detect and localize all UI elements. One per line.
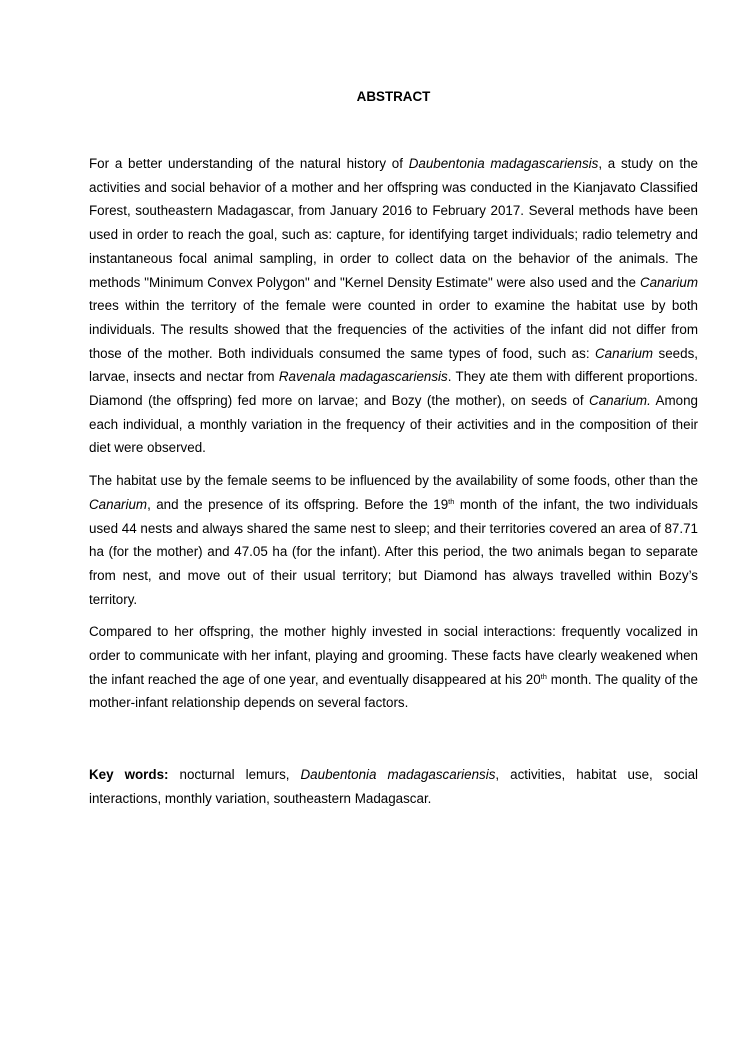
text-segment: Compared to her offspring, the mother highly invested in social interactions: frequently vocalized in order to communicate with her infant, playing and grooming. These facts have clearly weakened when the infant reached the age of one year, and eventually disappeared at his 20 xyxy=(89,624,698,687)
text-segment: The habitat use by the female seems to be influenced by the availability of some foods, other than the xyxy=(89,473,698,489)
text-segment: . They ate them with different proportions. Diamond (the offspring) fed more on larvae; and Bozy (the mother), on seeds of xyxy=(89,369,699,409)
species-name: Canarium xyxy=(89,496,148,512)
paragraph-3 xyxy=(89,620,698,715)
ordinal-suffix: th xyxy=(540,671,547,681)
text-segment: month of the infant, the two individuals used 44 nests and always shared the same nest to sleep; and their territories covered an area of 87.71 ha (for the mother) and 47.05 ha (for the infant). After this period, the two animals began to separate from nest, and move out of their usual territory; but Diamond has always travelled within Bozy’s territory. xyxy=(89,496,698,607)
ordinal-suffix: th xyxy=(448,496,455,506)
text-segment: , activities, habitat use, social interactions, monthly variation, southeastern Madagascar. xyxy=(89,767,698,806)
text-segment: nocturnal lemurs, xyxy=(168,767,301,782)
species-name: Daubentonia madagascariensis xyxy=(300,767,496,782)
species-name: Canarium xyxy=(595,345,654,361)
keywords-label: Key words: xyxy=(89,767,169,782)
abstract-body xyxy=(89,152,698,724)
page-title: ABSTRACT xyxy=(356,89,431,104)
text-segment: Among each individual, a monthly variation in the frequency of their activities and in the composition of their diet were observed. xyxy=(89,393,698,456)
text-segment: trees within the territory of the female were counted in order to examine the habitat use by both individuals. The results showed that the frequencies of the activities of the infant did not differ from those of the mother. Both individuals consumed the same types of food, such as: xyxy=(89,298,698,361)
text-segment: seeds, larvae, insects and nectar from xyxy=(89,345,698,385)
keywords-paragraph xyxy=(89,763,698,810)
text-segment: , a study on the activities and social behavior of a mother and her offspring was conducted in the Kianjavato Classified Forest, southeastern Madagascar, from January 2016 to February 2017. Several methods have been used in order to reach the goal, such as: capture, for identifying target individuals; radio telemetry and instantaneous focal animal sampling, in order to collect data on the behavior of the animals. The methods "Minimum Convex Polygon" and "Kernel Density Estimate" were also used and the xyxy=(89,156,698,290)
species-name: Canarium xyxy=(639,274,698,290)
paragraph-2 xyxy=(89,469,698,611)
species-name: Ravenala madagascariensis xyxy=(278,369,448,385)
paragraph-1 xyxy=(89,152,698,460)
species-name: Canarium. xyxy=(589,393,651,409)
text-segment: For a better understanding of the natural history of xyxy=(89,156,409,171)
species-name: Daubentonia madagascariensis xyxy=(408,156,599,171)
text-segment: month. The quality of the mother-infant relationship depends on several factors. xyxy=(89,671,698,711)
text-segment: , and the presence of its offspring. Before the 19 xyxy=(147,496,449,512)
